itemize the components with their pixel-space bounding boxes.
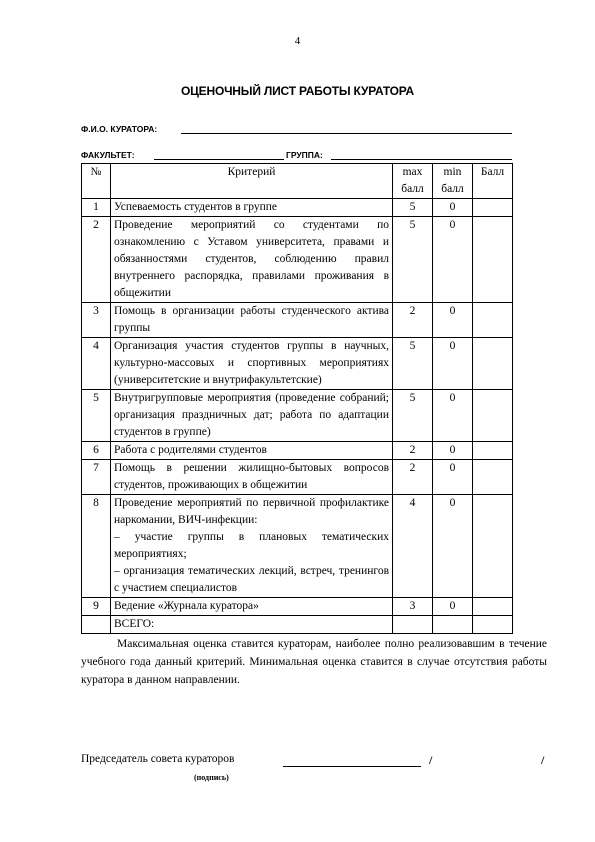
row-max: 2 [393,460,433,495]
note-paragraph [81,635,547,689]
total-num [82,616,111,634]
row-num: 4 [82,338,111,390]
group-label: ГРУППА: [286,150,323,160]
table-row [82,442,513,460]
row-min: 0 [433,460,473,495]
group-line [331,159,512,160]
row-min: 0 [433,199,473,217]
curator-label: Ф.И.О. КУРАТОРА: [81,124,158,134]
row-num: 7 [82,460,111,495]
row-score[interactable] [473,495,513,598]
row-max: 5 [393,217,433,303]
header-min-line1: min [443,166,462,178]
row-num: 5 [82,390,111,442]
signature-line[interactable] [283,766,421,767]
row-criterion: Проведение мероприятий со студентами по ознакомлению с Уставом университета, правами и обязанностями студентов, соблюдению правил внутреннего распорядка, правилами проживания в общежитии [111,217,393,303]
row-criterion: Помощь в решении жилищно-бытовых вопросов студентов, проживающих в общежитии [111,460,393,495]
note-text: Максимальная оценка ставится кураторам, наиболее полно реализовавшим в течение учебного года данный критерий. Минимальная оценка ставится в случае отсутствия работы куратора в данном направлении. [81,638,547,686]
row-score[interactable] [473,338,513,390]
row-criterion: Внутригрупповые мероприятия (проведение собраний; организация праздничных дат; работа по адаптации студентов в группе) [111,390,393,442]
row-min: 0 [433,598,473,616]
row-score[interactable] [473,303,513,338]
row-max: 5 [393,199,433,217]
row-max: 5 [393,390,433,442]
criterion-line: – организация тематических лекций, встреч, тренингов с участием специалистов [114,565,389,594]
row-max: 4 [393,495,433,598]
criteria-table [81,163,513,634]
signature-slash-2: / [541,753,545,767]
header-criterion: Критерий [111,164,393,199]
row-max: 5 [393,338,433,390]
signature-caption: (подпись) [194,773,229,782]
row-score[interactable] [473,442,513,460]
header-score: Балл [473,164,513,199]
table-row [82,390,513,442]
row-score[interactable] [473,460,513,495]
row-score[interactable] [473,390,513,442]
table-row [82,598,513,616]
row-num: 6 [82,442,111,460]
row-num: 9 [82,598,111,616]
row-criterion: Организация участия студентов группы в научных, культурно-массовых и спортивных мероприятиях (университетские и внутрифакультетские) [111,338,393,390]
total-max [393,616,433,634]
row-num: 2 [82,217,111,303]
page-number: 4 [294,35,301,47]
total-row [82,616,513,634]
row-score[interactable] [473,598,513,616]
signature-slash-1: / [429,753,433,767]
row-min: 0 [433,495,473,598]
header-max [393,164,433,199]
row-min: 0 [433,338,473,390]
total-label: ВСЕГО: [111,616,393,634]
row-score[interactable] [473,199,513,217]
row-num: 8 [82,495,111,598]
row-num: 3 [82,303,111,338]
faculty-label: ФАКУЛЬТЕТ: [81,150,135,160]
row-min: 0 [433,303,473,338]
curator-name-line [181,133,512,134]
header-num: № [82,164,111,199]
signature-label: Председатель совета кураторов [81,753,235,765]
row-criterion [111,495,393,598]
criterion-line: – участие группы в плановых тематических мероприятиях; [114,531,389,560]
row-min: 0 [433,390,473,442]
criterion-line: Проведение мероприятий по первичной профилактике наркомании, ВИЧ-инфекции: [114,497,389,526]
header-max-line2: балл [401,183,424,195]
table-row [82,217,513,303]
row-max: 2 [393,442,433,460]
header-min [433,164,473,199]
row-max: 3 [393,598,433,616]
row-min: 0 [433,442,473,460]
row-criterion: Успеваемость студентов в группе [111,199,393,217]
table-row [82,495,513,598]
row-criterion: Работа с родителями студентов [111,442,393,460]
row-criterion: Помощь в организации работы студенческого актива группы [111,303,393,338]
row-max: 2 [393,303,433,338]
row-score[interactable] [473,217,513,303]
faculty-line [154,159,284,160]
header-max-line1: max [402,166,423,178]
header-min-line2: балл [441,183,464,195]
table-row [82,199,513,217]
total-min [433,616,473,634]
table-row [82,460,513,495]
row-num: 1 [82,199,111,217]
table-header-row [82,164,513,199]
table-row [82,303,513,338]
total-score[interactable] [473,616,513,634]
row-criterion: Ведение «Журнала куратора» [111,598,393,616]
table-row [82,338,513,390]
page-title: ОЦЕНОЧНЫЙ ЛИСТ РАБОТЫ КУРАТОРА [180,84,415,98]
row-min: 0 [433,217,473,303]
